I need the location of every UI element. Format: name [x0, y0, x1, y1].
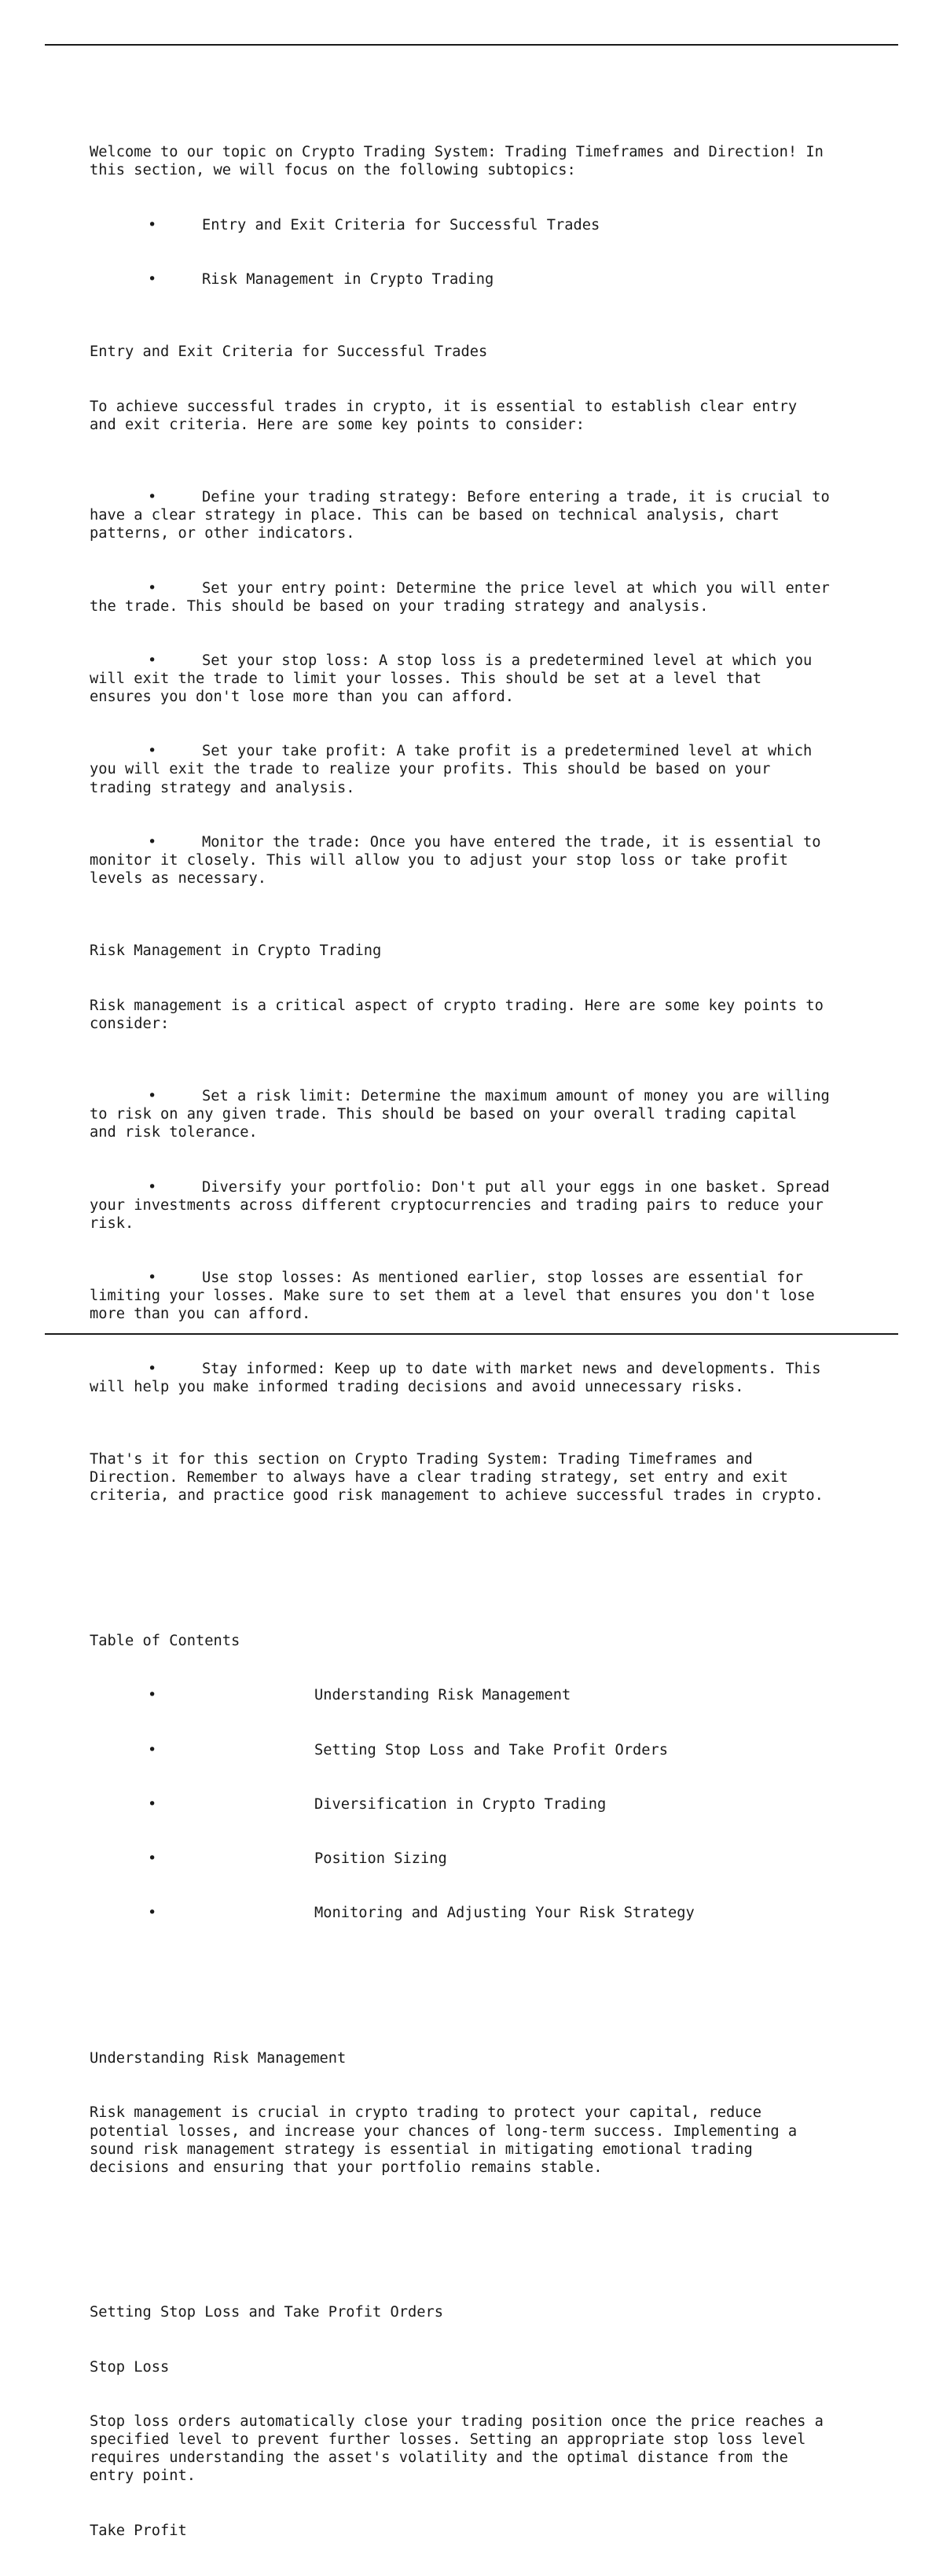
bullet-icon: •: [148, 216, 157, 233]
list-item: • Set your entry point: Determine the price level at which you will enter the trade. This should be based on your trading strategy and analysis.: [90, 579, 830, 615]
bullet-icon: •: [148, 270, 157, 288]
list-item: • Use stop losses: As mentioned earlier, stop losses are essential for limiting your losses. Make sure to set them at a level that ensures you don't lose more than you can afford.: [90, 1270, 815, 1323]
list-item: • Diversify your portfolio: Don't put all your eggs in one basket. Spread your investments across different cryptocurrencies and trading pairs to reduce your risk.: [90, 1178, 830, 1232]
toc-item: • Setting Stop Loss and Take Profit Orders: [90, 1741, 891, 1759]
section-intro: Risk management is a critical aspect of crypto trading. Here are some key points to consider:: [90, 997, 824, 1032]
list-item: • Set a risk limit: Determine the maximum amount of money you are willing to risk on any given trade. This should be based on your overall trading capital and risk tolerance.: [90, 1088, 830, 1141]
section-heading: Risk Management in Crypto Trading: [90, 943, 382, 960]
intro-bullet: • Risk Management in Crypto Trading: [90, 270, 891, 288]
toc-item: • Position Sizing: [90, 1850, 891, 1868]
toc-item: • Diversification in Crypto Trading: [90, 1795, 891, 1813]
section-heading: Setting Stop Loss and Take Profit Orders: [90, 2304, 444, 2321]
closing-paragraph: That's it for this section on Crypto Trading System: Trading Timeframes and Direction. Remember to always have a clear trading strategy, set entry and exit criteria, and practice good risk management to achieve successful trades in crypto.: [90, 1451, 824, 1505]
bullet-icon: •: [148, 1850, 157, 1868]
intro-paragraph: Welcome to our topic on Crypto Trading System: Trading Timeframes and Direction! In this section, we will focus on the following subtopics:: [90, 144, 824, 179]
header-rule: [45, 44, 898, 46]
toc-item: • Monitoring and Adjusting Your Risk Strategy: [90, 1904, 891, 1922]
toc-item: • Understanding Risk Management: [90, 1686, 891, 1704]
section-heading: Understanding Risk Management: [90, 2050, 347, 2067]
section-intro: To achieve successful trades in crypto, it is essential to establish clear entry and exit criteria. Here are some key points to consider:: [90, 398, 798, 433]
bullet-icon: •: [148, 1360, 157, 1377]
list-item: • Define your trading strategy: Before entering a trade, it is crucial to have a clear strategy in place. This can be based on technical analysis, chart patterns, or other indicators.: [90, 489, 830, 542]
list-item: • Set your stop loss: A stop loss is a predetermined level at which you will exit the trade to limit your losses. This should be set at a level that ensures you don't lose more than you can afford.: [90, 652, 813, 706]
bullet-icon: •: [148, 579, 157, 597]
toc-heading: Table of Contents: [90, 1632, 240, 1649]
subsection-heading: Stop Loss: [90, 2358, 170, 2376]
document-body: [90, 89, 891, 2576]
subsection-heading: Take Profit: [90, 2522, 187, 2539]
bullet-icon: •: [148, 743, 157, 760]
section-heading: Entry and Exit Criteria for Successful Trades: [90, 344, 488, 361]
section-paragraph: Stop loss orders automatically close your trading position once the price reaches a specified level to prevent further losses. Setting an appropriate stop loss level requires understanding the asset's volatility and the optimal distance from the entry point.: [90, 2413, 824, 2485]
bullet-icon: •: [148, 1795, 157, 1813]
bullet-icon: •: [148, 489, 157, 506]
bullet-icon: •: [148, 1178, 157, 1196]
bullet-icon: •: [148, 652, 157, 669]
bullet-icon: •: [148, 1088, 157, 1105]
section-paragraph: Risk management is crucial in crypto trading to protect your capital, reduce potential losses, and increase your chances of long-term success. Implementing a sound risk management strategy is essential in mitigating emotional trading decisions and ensuring that your portfolio remains stable.: [90, 2104, 798, 2176]
intro-bullet: • Entry and Exit Criteria for Successful Trades: [90, 216, 891, 234]
bullet-icon: •: [148, 1905, 157, 1922]
list-item: • Stay informed: Keep up to date with market news and developments. This will help you make informed trading decisions and avoid unnecessary risks.: [90, 1360, 821, 1395]
bullet-icon: •: [148, 1270, 157, 1287]
list-item: • Monitor the trade: Once you have entered the trade, it is essential to monitor it closely. This will allow you to adjust your stop loss or take profit levels as necessary.: [90, 833, 821, 887]
bullet-icon: •: [148, 1687, 157, 1704]
footer-rule: [45, 1333, 898, 1335]
bullet-icon: •: [148, 833, 157, 851]
bullet-icon: •: [148, 1741, 157, 1758]
list-item: • Set your take profit: A take profit is a predetermined level at which you will exit the trade to realize your profits. This should be based on your trading strategy and analysis.: [90, 743, 813, 796]
